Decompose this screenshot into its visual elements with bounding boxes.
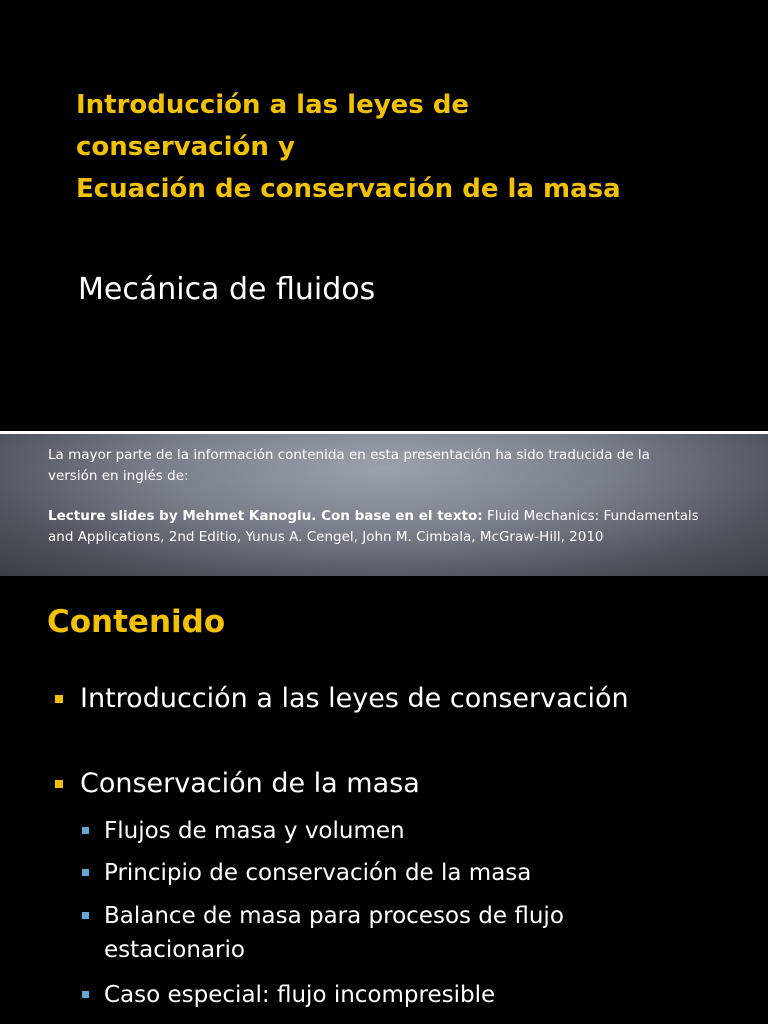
title-slide bbox=[0, 0, 768, 432]
sub-bullet-item bbox=[82, 814, 405, 848]
square-bullet-icon bbox=[55, 695, 63, 703]
credits-source bbox=[48, 506, 738, 548]
credits-source-line-2: and Applications, 2nd Editio, Yunus A. Cengel, John M. Cimbala, McGraw-Hill, 2010 bbox=[48, 529, 604, 545]
sub-bullet-text bbox=[104, 978, 495, 1012]
square-bullet-icon bbox=[55, 780, 63, 788]
title-line-2: conservación y bbox=[76, 132, 295, 162]
credits-intro-line-1: La mayor parte de la información contenida en esta presentación ha sido traducida de la bbox=[48, 447, 650, 463]
square-sub-bullet-icon bbox=[82, 912, 89, 919]
bullet-text: Introducción a las leyes de conservación bbox=[80, 683, 629, 714]
credits-band bbox=[0, 434, 768, 576]
title-line-1: Introducción a las leyes de bbox=[76, 90, 470, 120]
bullet-item bbox=[55, 681, 629, 717]
title-line-3: Ecuación de conservación de la masa bbox=[76, 174, 621, 204]
sub-bullet-item bbox=[82, 899, 564, 967]
bullet-item bbox=[55, 766, 420, 802]
bullet-text: Conservación de la masa bbox=[80, 768, 420, 799]
sub-bullet-line: estacionario bbox=[104, 937, 245, 963]
credits-source-rest: Fluid Mechanics: Fundamentals bbox=[482, 508, 699, 524]
sub-bullet-line: Principio de conservación de la masa bbox=[104, 860, 532, 886]
sub-bullet-text bbox=[104, 899, 564, 967]
contents-slide-heading: Contenido bbox=[47, 604, 226, 640]
credits-intro bbox=[48, 445, 738, 487]
square-sub-bullet-icon bbox=[82, 869, 89, 876]
square-sub-bullet-icon bbox=[82, 827, 89, 834]
sub-bullet-text bbox=[104, 856, 531, 890]
sub-bullet-item bbox=[82, 978, 495, 1012]
sub-bullet-item bbox=[82, 856, 531, 890]
sub-bullet-line: Balance de masa para procesos de flujo bbox=[104, 903, 564, 929]
title-slide-subtitle: Mecánica de fluidos bbox=[78, 272, 376, 307]
title-slide-heading bbox=[76, 84, 756, 210]
contents-slide bbox=[0, 576, 768, 1024]
credits-source-line-1 bbox=[48, 506, 738, 527]
credits-intro-line-2: versión en inglés de: bbox=[48, 468, 189, 484]
sub-bullet-line: Caso especial: flujo incompresible bbox=[104, 982, 496, 1008]
credits-source-bold: Lecture slides by Mehmet Kanoglu. Con base en el texto: bbox=[48, 508, 483, 524]
sub-bullet-text bbox=[104, 814, 405, 848]
square-sub-bullet-icon bbox=[82, 991, 89, 998]
sub-bullet-line: Flujos de masa y volumen bbox=[104, 818, 405, 844]
